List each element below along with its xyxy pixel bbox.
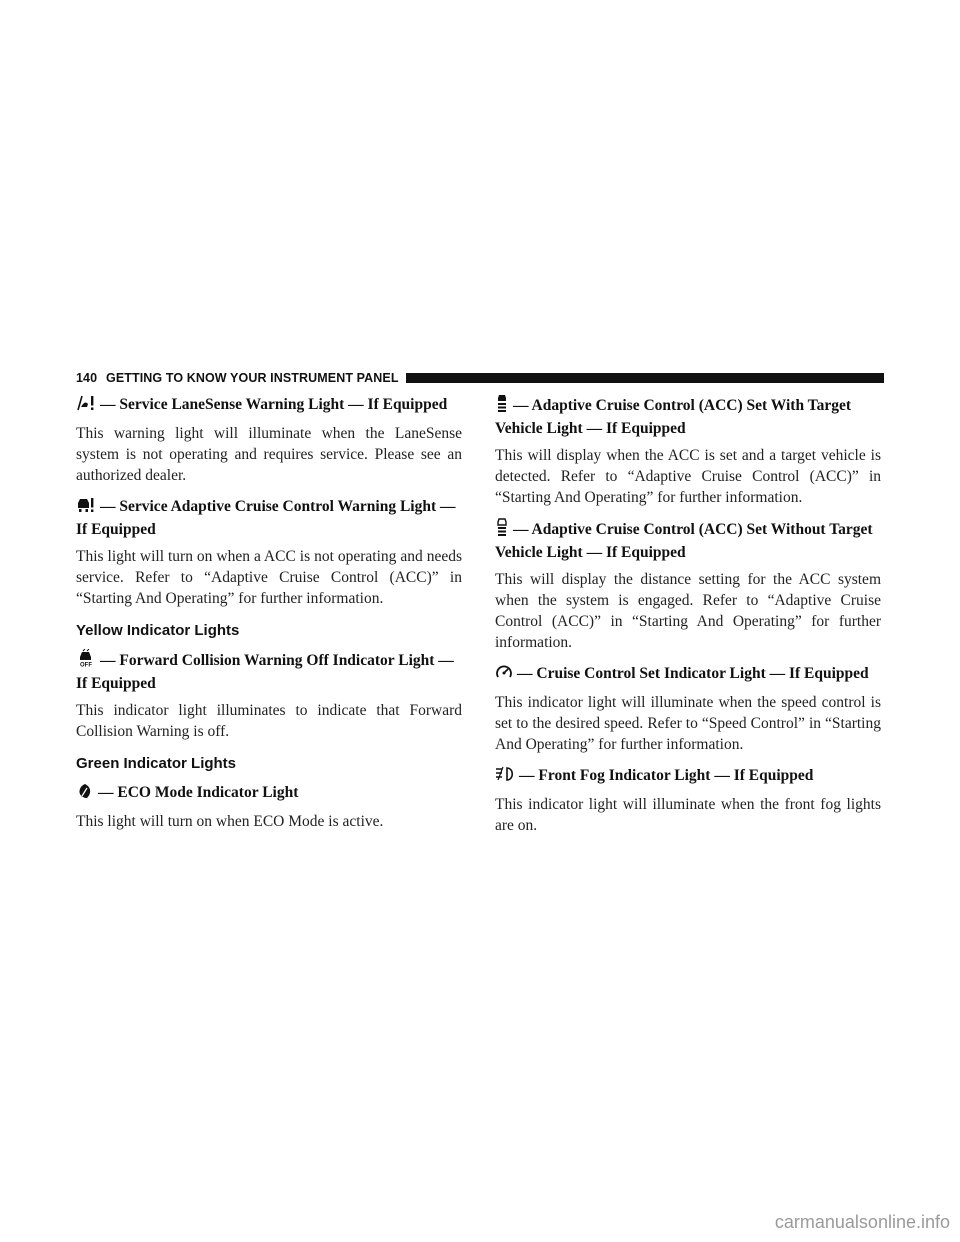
item-title-text: — Cruise Control Set Indicator Light — If Equipped (517, 665, 869, 682)
right-column (495, 394, 881, 846)
running-header (76, 370, 884, 386)
item-title-text: — ECO Mode Indicator Light (98, 784, 299, 801)
cruise-control-icon (495, 664, 513, 686)
acc-service-icon (76, 497, 96, 519)
acc-set-with-target-icon (495, 394, 509, 418)
item-body: This indicator light will illuminate when the front fog lights are on. (495, 796, 881, 834)
item-title (76, 394, 462, 417)
item-title-text: — Adaptive Cruise Control (ACC) Set With Target Vehicle Light — If Equipped (495, 397, 851, 437)
item-body: This indicator light will illuminate when the speed control is set to the desired speed. Refer to “Speed Control” in “Starting And Operating” for further information. (495, 694, 881, 753)
service-acc-entry (76, 496, 462, 609)
item-body: This light will turn on when ECO Mode is active. (76, 813, 384, 830)
item-title (495, 518, 881, 563)
page-number: 140 (76, 371, 98, 385)
item-title (495, 663, 881, 686)
fcw-off-entry (76, 649, 462, 742)
item-title (76, 782, 462, 805)
item-title (495, 394, 881, 439)
item-title-text: — Front Fog Indicator Light — If Equipped (519, 767, 814, 784)
item-body: This light will turn on when a ACC is not operating and needs service. Refer to “Adaptive Cruise Control (ACC)” in “Starting And Operating” for further information. (76, 548, 462, 607)
eco-mode-entry (76, 782, 462, 832)
acc-without-target-entry (495, 518, 881, 653)
item-body: This will display the distance setting for the ACC system when the system is engaged. Refer to “Adaptive Cruise Control (ACC)” in “Starting And Operating” for further information. (495, 571, 881, 651)
forward-collision-off-icon (76, 649, 96, 673)
item-body: This warning light will illuminate when the LaneSense system is not operating and requires service. Please see an authorized dealer. (76, 425, 462, 484)
acc-with-target-entry (495, 394, 881, 508)
item-title (495, 765, 881, 788)
item-body: This indicator light illuminates to indicate that Forward Collision Warning is off. (76, 702, 462, 740)
service-lanesense-entry (76, 394, 462, 486)
item-title-text: — Service Adaptive Cruise Control Warning Light — If Equipped (76, 498, 456, 538)
item-body: This will display when the ACC is set and a target vehicle is detected. Refer to “Adaptive Cruise Control (ACC)” in “Starting And Operating” for further information. (495, 447, 881, 506)
item-title-text: — Adaptive Cruise Control (ACC) Set Without Target Vehicle Light — If Equipped (495, 521, 873, 561)
yellow-indicator-heading: Yellow Indicator Lights (76, 622, 240, 639)
left-column (76, 394, 462, 842)
eco-leaf-icon (76, 783, 94, 805)
item-title (76, 496, 462, 540)
lanesense-service-icon (76, 395, 96, 417)
svg-text:OFF: OFF (80, 662, 92, 667)
green-indicator-heading: Green Indicator Lights (76, 755, 237, 772)
section-title: GETTING TO KNOW YOUR INSTRUMENT PANEL (106, 371, 399, 385)
front-fog-entry (495, 765, 881, 836)
item-title-text: — Forward Collision Warning Off Indicator Light — If Equipped (76, 652, 454, 692)
acc-set-without-target-icon (495, 518, 509, 542)
item-title-text: — Service LaneSense Warning Light — If Equipped (100, 396, 448, 413)
front-fog-icon (495, 766, 515, 788)
cruise-set-entry (495, 663, 881, 755)
watermark: carmanualsonline.info (774, 1212, 950, 1232)
item-title (76, 649, 462, 694)
header-rule (406, 373, 884, 383)
